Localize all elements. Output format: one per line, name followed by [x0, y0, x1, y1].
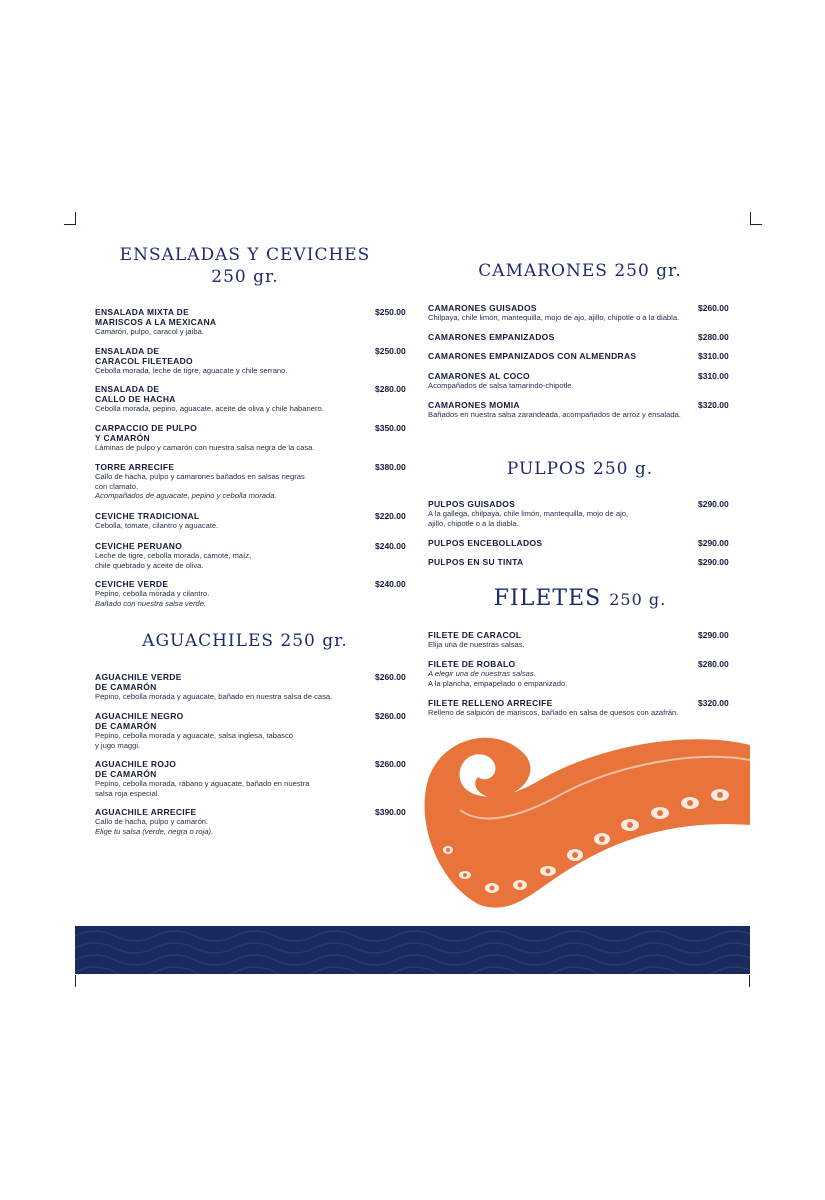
menu-item — [95, 579, 406, 608]
item-desc: Chilpaya, chile limón, mantequilla, mojo de ajo, ajillo, chipotle o a la diabla. — [428, 313, 680, 322]
item-desc: A la plancha, empapelado o empanizado. — [428, 678, 568, 688]
filetes-title-unit: 250 g. — [609, 590, 667, 609]
item-price: $240.00 — [375, 579, 406, 589]
menu-item — [428, 371, 728, 391]
menu-item — [428, 303, 728, 323]
octopus-tentacle-illustration — [420, 725, 750, 915]
item-price: $240.00 — [375, 541, 406, 551]
menu-item — [428, 351, 728, 361]
item-name: ENSALADA MIXTA DE MARISCOS A LA MEXICANA — [95, 307, 217, 327]
item-note: Acompañados de aguacate, pepino y cebolla morada. — [95, 491, 277, 500]
item-price: $290.00 — [698, 499, 729, 509]
item-price: $350.00 — [375, 423, 406, 433]
item-name: AGUACHILE VERDE DE CAMARÓN — [95, 672, 182, 692]
item-name: CAMARONES AL COCO — [428, 371, 530, 381]
item-price: $280.00 — [698, 332, 729, 342]
item-price: $290.00 — [698, 557, 729, 567]
menu-item — [95, 307, 406, 337]
item-note: Elige tu salsa (verde, negra o roja). — [95, 826, 214, 836]
menu-item — [428, 538, 728, 548]
item-price: $280.00 — [698, 659, 729, 669]
item-price: $260.00 — [698, 303, 729, 313]
item-name: AGUACHILE NEGRO DE CAMARÓN — [95, 711, 184, 731]
item-desc: Leche de tigre, cebolla morada, camote, maíz, chile quebrado y aceite de oliva. — [95, 551, 252, 570]
item-name: CAMARONES EMPANIZADOS CON ALMENDRAS — [428, 351, 637, 361]
tentacle-body — [425, 738, 750, 908]
item-desc: Relleno de salpicón de mariscos, bañado en salsa de quesos con azafrán. — [428, 708, 679, 717]
item-price: $320.00 — [698, 698, 729, 708]
item-note: Bañado con nuestra salsa verde. — [95, 598, 207, 608]
item-name: FILETE DE ROBALO — [428, 659, 516, 669]
item-name: CARPACCIO DE PULPO Y CAMARÓN — [95, 423, 198, 443]
item-desc: Bañados en nuestra salsa zarandeada, acompañados de arroz y ensalada. — [428, 410, 681, 419]
item-desc: A la gallega, chilpaya, chile limón, mantequilla, mojo de ajo, ajillo, chipotle o a la diabla. — [428, 509, 629, 528]
item-desc: Pepino, cebolla morada y aguacate, bañado en nuestra salsa de casa. — [95, 692, 333, 701]
menu-item — [428, 400, 728, 420]
item-price: $290.00 — [698, 538, 729, 548]
item-desc: Callo de hacha, pulpo y camarón. — [95, 817, 209, 826]
menu-item — [428, 659, 728, 688]
item-price: $260.00 — [375, 672, 406, 682]
item-name: FILETE DE CARACOL — [428, 630, 522, 640]
menu-item — [95, 672, 406, 702]
item-price: $250.00 — [375, 307, 406, 317]
item-name: CAMARONES GUISADOS — [428, 303, 537, 313]
item-note: A elegir una de nuestras salsas. — [428, 669, 536, 678]
item-price: $320.00 — [698, 400, 729, 410]
pulpos-title: PULPOS 250 g. — [506, 459, 654, 479]
item-name: PULPOS GUISADOS — [428, 499, 516, 509]
ensaladas-title-line2: 250 gr. — [211, 267, 279, 287]
crop-mark-top-right — [750, 212, 762, 225]
item-name: CAMARONES EMPANIZADOS — [428, 332, 555, 342]
ensaladas-title-line1: ENSALADAS Y CEVICHES — [119, 245, 371, 265]
ensaladas-title — [95, 244, 395, 288]
item-desc: Láminas de pulpo y camarón con nuestra salsa negra de la casa. — [95, 443, 315, 452]
item-price: $220.00 — [375, 511, 406, 521]
menu-item — [95, 541, 406, 570]
item-price: $280.00 — [375, 384, 406, 394]
item-desc: Acompañados de salsa tamarindo-chipotle. — [428, 381, 574, 390]
item-desc: Cebolla, tomate, cilantro y aguacate. — [95, 521, 219, 530]
item-name: CEVICHE TRADICIONAL — [95, 511, 200, 521]
menu-item — [95, 462, 406, 501]
item-desc: Camarón, pulpo, caracol y jaiba. — [95, 327, 204, 336]
footer-pattern-banner — [75, 926, 750, 974]
item-name: PULPOS ENCEBOLLADOS — [428, 538, 543, 548]
item-name: CAMARONES MOMIA — [428, 400, 520, 410]
item-desc: Callo de hacha, pulpo y camarones bañados en salsas negras con clamato. — [95, 472, 305, 491]
menu-item — [95, 346, 406, 376]
aguachiles-title: AGUACHILES 250 gr. — [142, 631, 348, 651]
menu-item — [428, 630, 728, 650]
crop-mark-top-left — [64, 212, 76, 225]
item-price: $390.00 — [375, 807, 406, 817]
item-name: CEVICHE PERUANO — [95, 541, 183, 551]
menu-item — [428, 332, 728, 342]
item-price: $260.00 — [375, 759, 406, 769]
camarones-title: CAMARONES 250 gr. — [478, 261, 682, 281]
wave-pattern — [75, 926, 750, 974]
crop-mark-bottom-left — [75, 975, 76, 987]
item-desc: Cebolla morada, pepino, aguacate, aceite de oliva y chile habanero. — [95, 404, 324, 413]
item-desc: Pepino, cebolla morada y cilantro. — [95, 589, 210, 598]
filetes-title-main: FILETES — [493, 586, 602, 611]
menu-item — [428, 499, 728, 528]
item-price: $310.00 — [698, 371, 729, 381]
item-price: $250.00 — [375, 346, 406, 356]
item-name: AGUACHILE ROJO DE CAMARÓN — [95, 759, 177, 779]
item-name: PULPOS EN SU TINTA — [428, 557, 524, 567]
item-name: ENSALADA DE CALLO DE HACHA — [95, 384, 176, 404]
item-price: $310.00 — [698, 351, 729, 361]
item-desc: Cebolla morada, leche de tigre, aguacate y chile serrano. — [95, 366, 288, 375]
menu-item — [428, 557, 728, 567]
item-desc: Elija una de nuestras salsas. — [428, 640, 525, 649]
item-name: AGUACHILE ARRECIFE — [95, 807, 197, 817]
item-name: FILETE RELLENO ARRECIFE — [428, 698, 553, 708]
item-name: TORRE ARRECIFE — [95, 462, 175, 472]
item-name: CEVICHE VERDE — [95, 579, 169, 589]
item-price: $290.00 — [698, 630, 729, 640]
item-desc: Pepino, cebolla morada y aguacate, salsa inglesa, tabasco y jugo maggi. — [95, 731, 293, 750]
menu-item — [95, 423, 406, 453]
menu-item — [95, 759, 406, 798]
item-desc: Pepino, cebolla morada, rábano y aguacate, bañado en nuestra salsa roja especial. — [95, 779, 310, 798]
item-price: $260.00 — [375, 711, 406, 721]
crop-mark-bottom-right — [749, 975, 750, 987]
menu-item — [95, 807, 406, 836]
menu-item — [428, 698, 728, 718]
item-name: ENSALADA DE CARACOL FILETEADO — [95, 346, 193, 366]
filetes-title — [430, 586, 730, 613]
menu-item — [95, 711, 406, 750]
menu-item — [95, 511, 406, 531]
item-price: $380.00 — [375, 462, 406, 472]
menu-item — [95, 384, 406, 414]
